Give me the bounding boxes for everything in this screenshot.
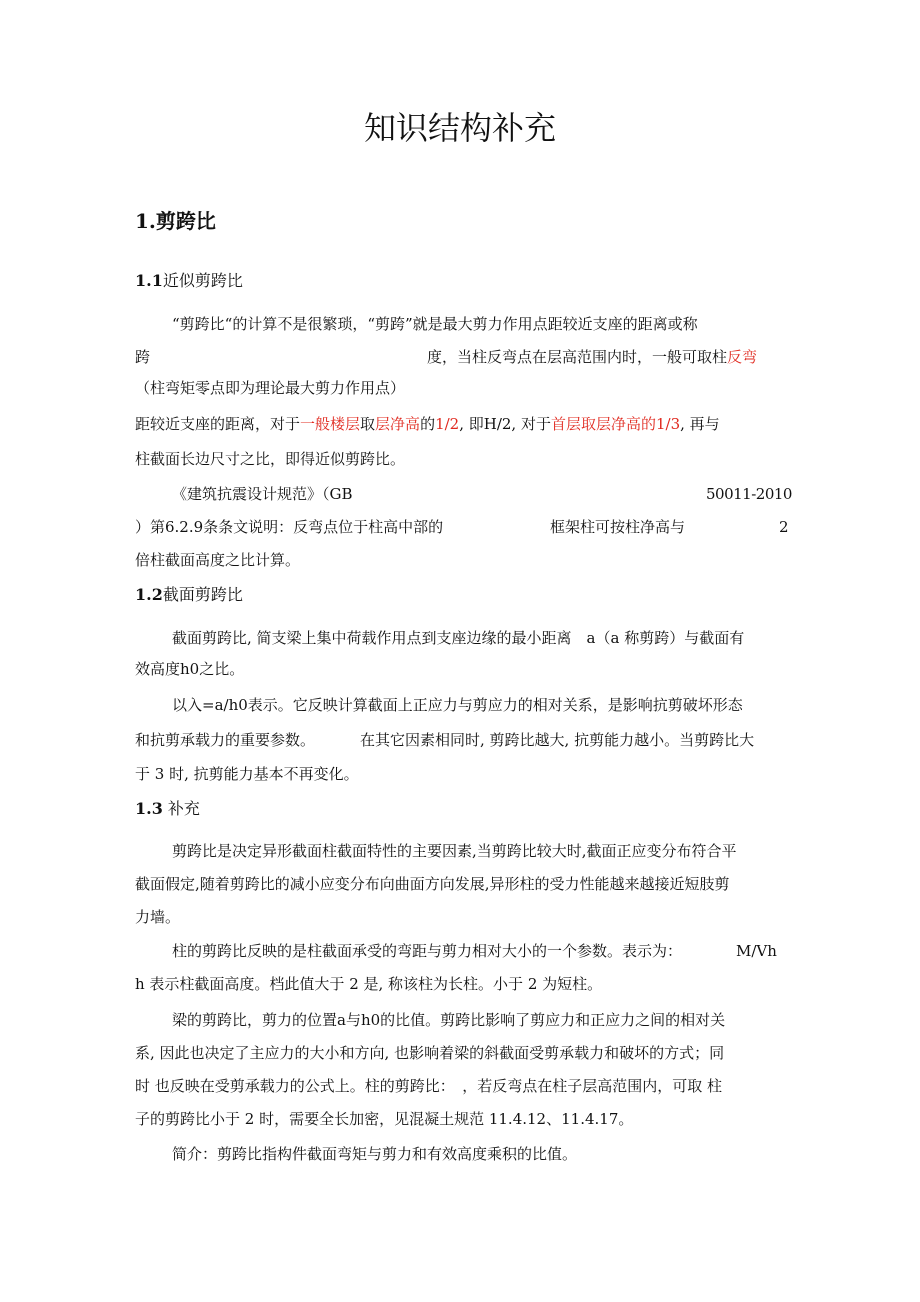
paragraph-line: 梁的剪跨比，剪力的位置a与h0的比值。剪跨比影响了剪应力和正应力之间的相对关 [172,1011,726,1029]
highlighted-text: 首层取层净高的1/3 [550,415,681,433]
paragraph-line: 柱截面长边尺寸之比，即得近似剪跨比。 [135,450,406,468]
paragraph-line: 以入=a/h0表示。它反映计算截面上正应力与剪应力的相对关系，是影响抗剪破坏形态 [172,696,743,714]
paragraph-line: “剪跨比“的计算不是很繁琐，“剪跨”就是最大剪力作用点距较近支座的距离或称 [172,315,698,333]
paragraph-line [135,414,720,434]
paragraph-line: h 表示柱截面高度。档此值大于 2 是, 称该柱为长柱。小于 2 为短柱。 [135,975,603,993]
paragraph-line: 效高度h0之比。 [135,660,245,678]
paragraph-line: 截面假定,随着剪跨比的减小应变分布向曲面方向发展,异形柱的受力性能越来越接近短肢剪 [135,875,730,893]
subsection-title: 补充 [162,799,200,818]
paragraph-line: 时 也反映在受剪承载力的公式上。柱的剪跨比： ，若反弯点在柱子层高范围内，可取 柱 [135,1077,723,1095]
paragraph-line: 框架柱可按柱净高与 [550,518,686,536]
text-run: , 再与 [680,415,720,433]
text-run: 度，当柱反弯点在层高范围内时，一般可取柱 [427,348,728,366]
paragraph-line: 在其它因素相同时, 剪跨比越大, 抗剪能力越小。当剪跨比大 [360,731,755,749]
paragraph-line: 系, 因此也决定了主应力的大小和方向, 也影响着梁的斜截面受剪承载力和破坏的方式；同 [135,1044,725,1062]
subsection-number: 1.1 [135,271,163,290]
paragraph-line [427,347,757,367]
subsection-title: 近似剪跨比 [162,271,243,290]
paragraph-line: 力墙。 [135,908,181,926]
paragraph-line: 简介：剪跨比指构件截面弯矩与剪力和有效高度乘积的比值。 [172,1145,578,1163]
paragraph-line: ）第6.2.9条条文说明：反弯点位于柱高中部的 [135,518,444,536]
subsection-heading-1-2 [135,584,243,606]
paragraph-line: 跨 [135,348,151,366]
text-run: 的 [420,415,436,433]
text-run: , 即H/2, 对于 [459,415,551,433]
subsection-number: 1.2 [135,585,163,604]
page-title: 知识结构补充 [363,109,556,147]
section-heading-1: 1.剪跨比 [135,209,216,233]
paragraph-line: 剪跨比是决定异形截面柱截面特性的主要因素,当剪跨比较大时,截面正应变分布符合平 [172,842,737,860]
highlighted-text: 反弯 [727,348,758,366]
paragraph-line: M/Vh [736,942,777,960]
paragraph-line: 于 3 时, 抗剪能力基本不再变化。 [135,765,359,783]
text-run: 取 [360,415,376,433]
paragraph-line: 柱的剪跨比反映的是柱截面承受的弯距与剪力相对大小的一个参数。表示为： [172,942,683,960]
subsection-heading-1-1 [135,270,243,292]
paragraph-line: 和抗剪承载力的重要参数。 [135,731,316,749]
paragraph-line: 《建筑抗震设计规范》（GB [172,485,353,503]
paragraph-line: （柱弯矩零点即为理论最大剪力作用点） [135,379,406,397]
subsection-heading-1-3 [135,798,200,820]
highlighted-text: 1/2 [435,415,460,433]
subsection-number: 1.3 [135,799,163,818]
paragraph-line: 2 [779,518,789,536]
paragraph-line: 倍柱截面高度之比计算。 [135,551,301,569]
highlighted-text: 层净高 [375,415,421,433]
paragraph-line: 截面剪跨比, 简支梁上集中荷载作用点到支座边缘的最小距离 a（a 称剪跨）与截面有 [172,629,745,647]
subsection-title: 截面剪跨比 [162,585,243,604]
text-run: 距较近支座的距离，对于 [135,415,301,433]
highlighted-text: 一般楼层 [300,415,361,433]
paragraph-line: 50011-2010 [706,485,792,503]
paragraph-line: 子的剪跨比小于 2 时，需要全长加密，见混凝土规范 11.4.12、11.4.17。 [135,1110,634,1128]
